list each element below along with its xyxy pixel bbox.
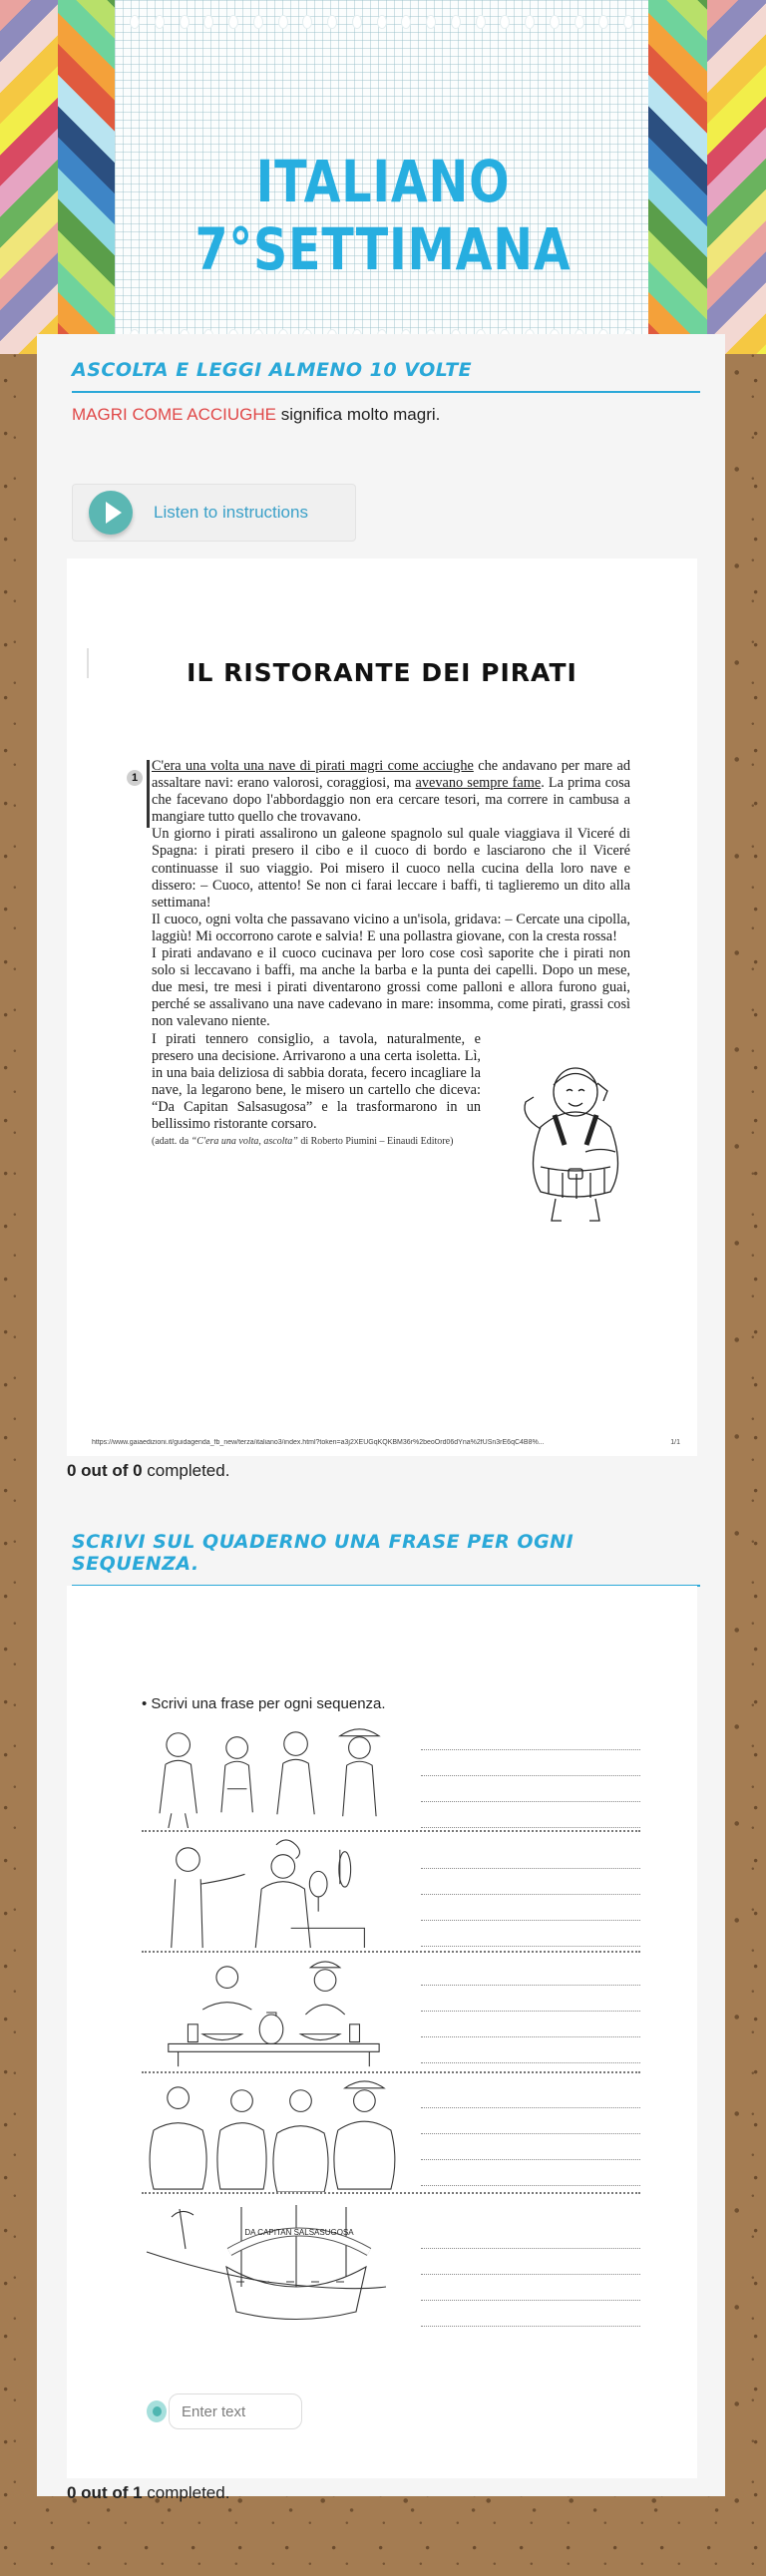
writing-lines [421,1960,640,2063]
document-viewer[interactable] [67,558,697,1456]
sequence-5 [142,2197,640,2327]
notebook-holes-top [130,15,633,29]
section-listen-read [37,359,725,1480]
play-icon[interactable] [89,491,133,535]
answer-indicator-icon[interactable] [147,2400,167,2422]
document-footer [92,1439,680,1446]
chevron-pattern-right-b [707,0,766,354]
writing-lines [421,1843,640,1947]
worksheet-card [67,1586,697,2478]
story-paragraph: C'era una volta una nave di pirati magri come acciughe che andavano per mare ad assaltare navi: erano valorosi, coraggiosi, ma avevano sempre fame. La prima cosa che facevano dopo l'abbordaggio non era cercare tesori, ma correre in cambusa a mangiare tutto quello che trovavano. [152,758,630,826]
sequence-4 [142,2076,640,2194]
listen-to-instructions-button[interactable] [72,484,356,542]
svg-text:DA CAPITAN SALSASUGOSA: DA CAPITAN SALSASUGOSA [244,2228,354,2237]
chevron-pattern-left [0,0,58,354]
answer-text-input[interactable] [169,2393,302,2429]
section-title: SCRIVI SUL QUADERNO UNA FRASE PER OGNI SEQUENZA. [72,1531,700,1587]
page-indicator: 1/1 [670,1439,680,1446]
section-title: ASCOLTA E LEGGI ALMENO 10 VOLTE [72,359,700,393]
answer-row [147,2393,302,2429]
section-write-sentences [37,1531,725,2502]
sequence-1 [142,1720,640,1832]
paragraph-number-badge: 1 [127,770,143,786]
worksheet-instruction: • Scrivi una frase per ogni sequenza. [142,1695,386,1712]
document-title: IL RISTORANTE DEI PIRATI [187,658,577,687]
highlighted-phrase: MAGRI COME ACCIUGHE [72,405,276,424]
sequence-3 [142,1956,640,2073]
source-url: https://www.gaiaedizioni.it/guidagenda_fb_new/terza/italiano3/index.html?token=a3j2XEUGqKQKBM36r%2beoOrd06dYna%2fUSn3rE6qC4B8%... [92,1439,545,1446]
completion-status: 0 out of 1 completed. [67,2483,230,2502]
description-text: significa molto magri. [275,405,441,424]
story-credit: (adatt. da “C'era una volta, ascolta” di Roberto Piumini – Einaudi Editore) [152,1136,454,1148]
sequence-2 [142,1835,640,1953]
story-paragraph: Il cuoco, ogni volta che passavano vicino a un'isola, gridava: – Cercate una cipolla, laggiù! Mi occorrono carote e salvia! E una pollastra giovane, con la cresta rossa! [152,911,630,944]
header-banner [0,0,766,354]
completion-status: 0 out of 0 completed. [67,1461,230,1480]
page-title: ITALIANO 7°SETTIMANA [194,148,572,283]
fat-pirate-illustration [511,1057,640,1227]
content-column [37,334,725,2502]
section-description [72,405,725,425]
writing-lines [421,2082,640,2186]
listen-button-label: Listen to instructions [154,503,308,522]
story-paragraph: I pirati tennero consiglio, a tavola, naturalmente, e presero una decisione. Arrivarono a una certa isoletta. Lì, in una baia deliziosa di sabbia dorata, fecero incagliare la nave, la legarono bene, le misero un cartello che diceva: “Da Capitan Salsasugosa” e la trasformarono in un bellissimo ristorante corsaro. [152,1030,481,1132]
paragraph-marker-bar [147,760,150,828]
pirates-eating-illustration [142,1956,401,2071]
story-paragraph: Un giorno i pirati assalirono un galeone spagnolo sul quale viaggiava il Viceré di Spagna: i pirati presero il cibo e il cuoco di bordo e lasciarono che il Viceré continuasse il suo viaggio. Poi misero il cuoco nella cucina della loro nave e dissero: – Cuoco, attento! Se non ci farai leccare i baffi, ti taglieremo un dito alla settimana! [152,826,630,911]
thin-pirates-illustration [142,1720,401,1830]
writing-lines [421,1724,640,1828]
story-paragraph: I pirati andavano e il cuoco cucinava per loro cose così saporite che i pirati non solo si leccavano i baffi, ma anche la barba e la punta dei capelli. Dopo un mese, due mesi, tre mesi i pirati diventarono grossi come palloni e allora furono guai, perché se assalivano una nave cadevano in mare: insomma, come pirati, grassi così non valevano niente. [152,945,630,1030]
writing-lines [421,2223,640,2327]
pirate-and-cook-illustration [142,1835,401,1951]
ship-restaurant-illustration [142,2197,401,2327]
fat-pirates-illustration [142,2076,401,2192]
